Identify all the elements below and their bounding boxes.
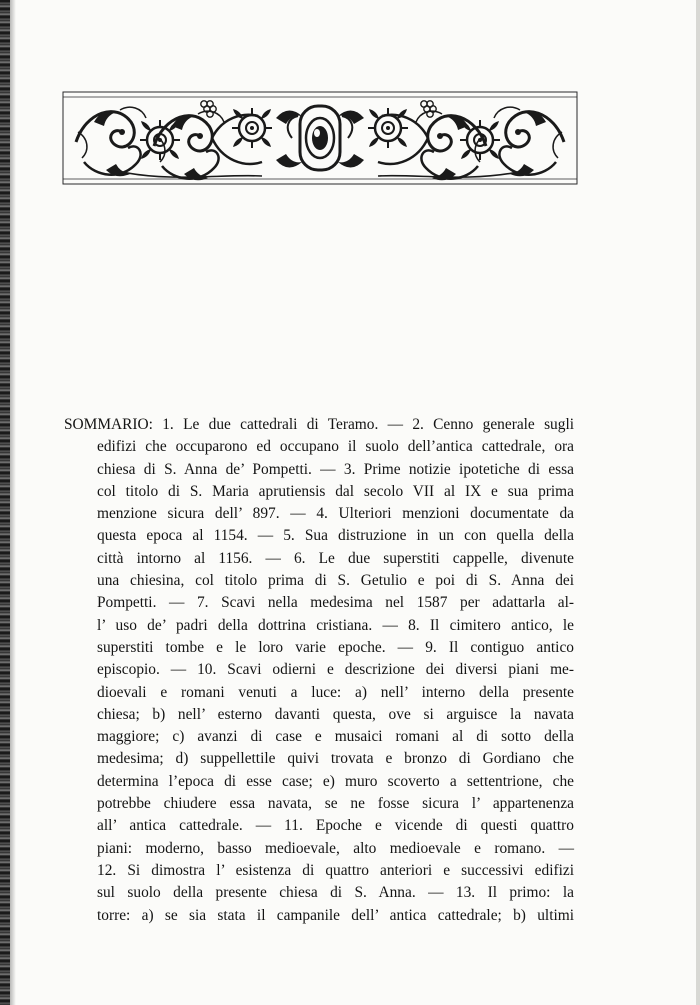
summary-line-text: superstiti tombe e le loro varie epoche. — 9. Il contiguo antico — [97, 638, 574, 656]
summary-line — [64, 882, 574, 904]
summary-line-text: edifizi che occuparono ed occupano il suolo dell’antica cattedrale, ora — [97, 438, 574, 456]
summary-line — [64, 481, 574, 503]
summary-line — [64, 637, 574, 659]
summary-line-text: dioevali e romani venuti a luce: a) nell’ interno della presente — [97, 683, 574, 701]
summary-line — [64, 860, 574, 882]
summary-line-text: l’ uso de’ padri della dottrina cristiana. — 8. Il cimitero antico, le — [97, 616, 574, 634]
summary-line-text: medesima; d) suppellettile quivi trovata e bronzo di Gordiano che — [97, 750, 574, 768]
summary-line-text: torre: a) se sia stata il campanile dell’ antica cattedrale; b) ultimi — [97, 906, 574, 924]
summary-line-text: chiesa; b) nell’ esterno davanti questa, ove si arguisce la navata — [97, 705, 574, 723]
summary-line — [64, 748, 574, 770]
summary-line — [64, 548, 574, 570]
summary-line — [64, 726, 574, 748]
summary-line-text: SOMMARIO: 1. Le due cattedrali di Teramo. — 2. Cenno generale sugli — [64, 416, 574, 433]
summary-line — [64, 659, 574, 681]
scan-shadow — [10, 0, 16, 1005]
summary-line-text: una chiesina, col titolo prima di S. Getulio e poi di S. Anna dei — [97, 572, 574, 590]
summary-line-text: città intorno al 1156. — 6. Le due superstiti cappelle, divenute — [97, 549, 574, 567]
summary-line — [64, 704, 574, 726]
summary-line — [64, 682, 574, 704]
summary-line — [64, 615, 574, 637]
summary-line-text: maggiore; c) avanzi di case e musaici romani al di sotto della — [97, 728, 574, 746]
summary-line — [64, 525, 574, 547]
summary-line — [64, 459, 574, 481]
summary-line — [64, 570, 574, 592]
scan-right-edge — [696, 0, 700, 1005]
summary-line-text: all’ antica cattedrale. — 11. Epoche e vicende di questi quattro — [97, 817, 574, 835]
summary-line-text: 12. Si dimostra l’ esistenza di quattro anteriori e successivi edifizi — [97, 861, 574, 879]
summary-line-text: chiesa di S. Anna de’ Pompetti. — 3. Prime notizie ipotetiche di essa — [97, 460, 574, 478]
scan-binding-edge — [0, 0, 10, 1005]
summary-line-text: col titolo di S. Maria aprutiensis dal secolo VII al IX e sua prima — [97, 482, 574, 500]
summary-line-text: piani: moderno, basso medioevale, alto medioevale e romano. — — [97, 839, 574, 857]
summary-line — [64, 592, 574, 614]
summary-line-text: menzione sicura dell’ 897. — 4. Ulteriori menzioni documentate da — [97, 505, 574, 523]
summary-line-text: determina l’epoca di esse case; e) muro scoverto a settentrione, che — [97, 772, 574, 790]
summary-line-text: potrebbe chiudere essa navata, se ne fosse sicura l’ appartenenza — [97, 795, 574, 813]
summary-line — [64, 905, 574, 927]
summary-line-text: questa epoca al 1154. — 5. Sua distruzione in un con quella della — [97, 527, 574, 545]
summary-line-text: sul suolo della presente chiesa di S. Anna. — 13. Il primo: la — [97, 884, 574, 902]
summary-line-text: Pompetti. — 7. Scavi nella medesima nel 1587 per adattarla al- — [97, 594, 574, 612]
summary-line — [64, 815, 574, 837]
ornamental-headpiece — [62, 88, 578, 188]
summary-line — [64, 771, 574, 793]
summary-line — [64, 436, 574, 458]
summary-line — [64, 793, 574, 815]
summary-line — [64, 503, 574, 525]
summary-line-text: episcopio. — 10. Scavi odierni e descrizione dei diversi piani me- — [97, 661, 574, 679]
summary-block — [64, 414, 574, 927]
summary-line — [64, 838, 574, 860]
summary-line — [64, 414, 574, 436]
